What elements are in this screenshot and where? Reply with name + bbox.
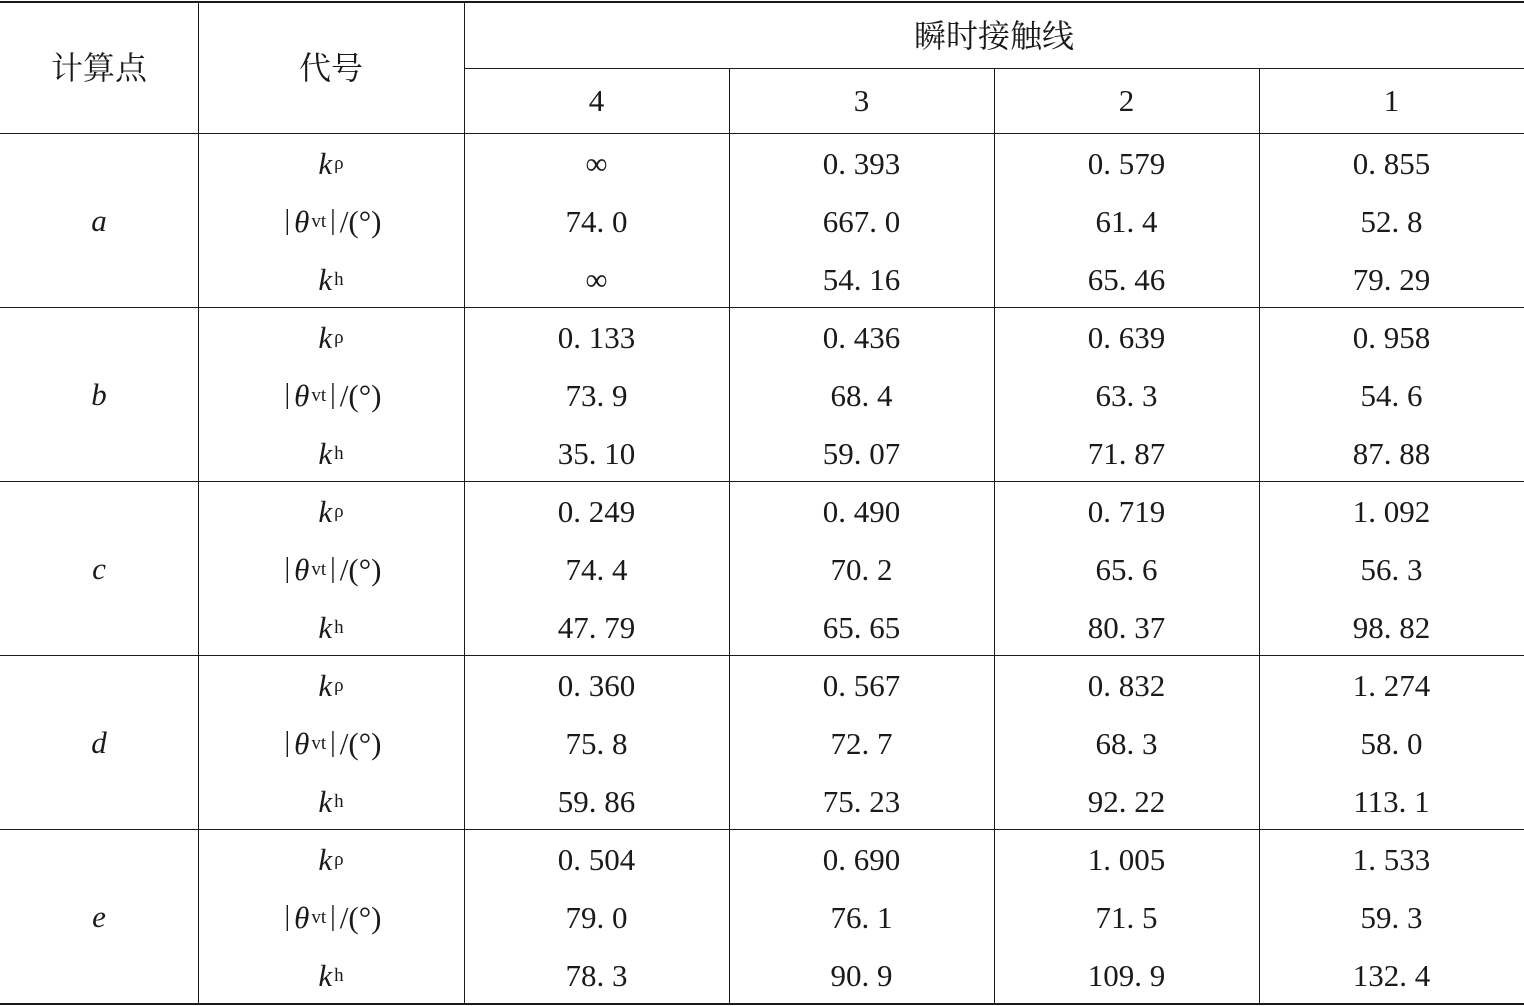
value-cell: 0. 393 (822, 145, 901, 181)
value-cell: 0. 360 (557, 667, 636, 703)
header-line-3: 3 (853, 83, 870, 118)
value-cell: 63. 3 (1095, 377, 1158, 413)
value-cell: 59. 07 (822, 435, 901, 471)
value-cell: 0. 436 (822, 319, 901, 355)
value-cell: 0. 504 (557, 841, 636, 877)
value-cell: 1. 533 (1352, 841, 1431, 877)
symbol-cell: k ρ (318, 319, 344, 355)
header-contact-lines: 瞬时接触线 (913, 16, 1074, 55)
symbol-cell: | θ vt | /(°) (284, 203, 382, 239)
calc-point-b: b (91, 376, 107, 412)
symbol-cell: | θ vt | /(°) (284, 551, 382, 587)
value-cell: ∞ (585, 145, 608, 181)
value-cell: 0. 855 (1352, 145, 1431, 181)
header-code: 代号 (298, 49, 363, 87)
value-cell: 0. 719 (1087, 493, 1166, 529)
value-cell: 74. 4 (565, 551, 628, 587)
value-cell: 73. 9 (565, 377, 628, 413)
value-cell: 76. 1 (830, 899, 893, 935)
symbol-cell: k h (318, 435, 344, 471)
calc-point-d: d (91, 724, 107, 760)
value-cell: 87. 88 (1352, 435, 1431, 471)
value-cell: 56. 3 (1360, 551, 1423, 587)
value-cell: 54. 16 (822, 261, 901, 297)
value-cell: 1. 005 (1087, 841, 1166, 877)
symbol-cell: k h (318, 957, 344, 993)
symbol-cell: k ρ (318, 145, 344, 181)
value-cell: 132. 4 (1352, 957, 1431, 993)
value-cell: 65. 46 (1087, 261, 1166, 297)
value-cell: 0. 490 (822, 493, 901, 529)
value-cell: ∞ (585, 261, 608, 297)
symbol-cell: | θ vt | /(°) (284, 725, 382, 761)
value-cell: 80. 37 (1087, 609, 1166, 645)
value-cell: 71. 5 (1095, 899, 1158, 935)
value-cell: 65. 65 (822, 609, 901, 645)
header-line-2: 2 (1118, 83, 1135, 118)
symbol-cell: k h (318, 609, 344, 645)
symbol-cell: k h (318, 261, 344, 297)
value-cell: 61. 4 (1095, 203, 1158, 239)
header-point: 计算点 (50, 49, 147, 87)
value-cell: 0. 639 (1087, 319, 1166, 355)
value-cell: 52. 8 (1360, 203, 1423, 239)
value-cell: 54. 6 (1360, 377, 1423, 413)
value-cell: 0. 832 (1087, 667, 1166, 703)
value-cell: 78. 3 (565, 957, 628, 993)
value-cell: 0. 249 (557, 493, 636, 529)
value-cell: 75. 8 (565, 725, 628, 761)
value-cell: 71. 87 (1087, 435, 1166, 471)
value-cell: 58. 0 (1360, 725, 1423, 761)
value-cell: 47. 79 (557, 609, 636, 645)
value-cell: 59. 86 (557, 783, 636, 819)
value-cell: 667. 0 (822, 203, 901, 239)
value-cell: 0. 579 (1087, 145, 1166, 181)
symbol-cell: k ρ (318, 667, 344, 703)
value-cell: 68. 4 (830, 377, 893, 413)
value-cell: 90. 9 (830, 957, 893, 993)
calc-point-c: c (92, 550, 106, 586)
value-cell: 79. 0 (565, 899, 628, 935)
symbol-cell: k ρ (318, 841, 344, 877)
value-cell: 59. 3 (1360, 899, 1423, 935)
value-cell: 68. 3 (1095, 725, 1158, 761)
value-cell: 79. 29 (1352, 261, 1431, 297)
value-cell: 109. 9 (1087, 957, 1166, 993)
calc-point-a: a (91, 202, 107, 238)
value-cell: 72. 7 (830, 725, 893, 761)
value-cell: 1. 092 (1352, 493, 1431, 529)
value-cell: 35. 10 (557, 435, 636, 471)
header-line-1: 1 (1383, 83, 1400, 118)
value-cell: 1. 274 (1352, 667, 1431, 703)
calc-point-e: e (92, 898, 106, 934)
value-cell: 0. 567 (822, 667, 901, 703)
value-cell: 75. 23 (822, 783, 901, 819)
value-cell: 0. 958 (1352, 319, 1431, 355)
symbol-cell: k h (318, 783, 344, 819)
value-cell: 98. 82 (1352, 609, 1431, 645)
value-cell: 0. 690 (822, 841, 901, 877)
value-cell: 74. 0 (565, 203, 628, 239)
symbol-cell: | θ vt | /(°) (284, 377, 382, 413)
value-cell: 70. 2 (830, 551, 893, 587)
value-cell: 65. 6 (1095, 551, 1158, 587)
value-cell: 113. 1 (1353, 783, 1430, 819)
header-line-4: 4 (588, 83, 605, 118)
value-cell: 0. 133 (557, 319, 636, 355)
symbol-cell: | θ vt | /(°) (284, 899, 382, 935)
symbol-cell: k ρ (318, 493, 344, 529)
value-cell: 92. 22 (1087, 783, 1166, 819)
